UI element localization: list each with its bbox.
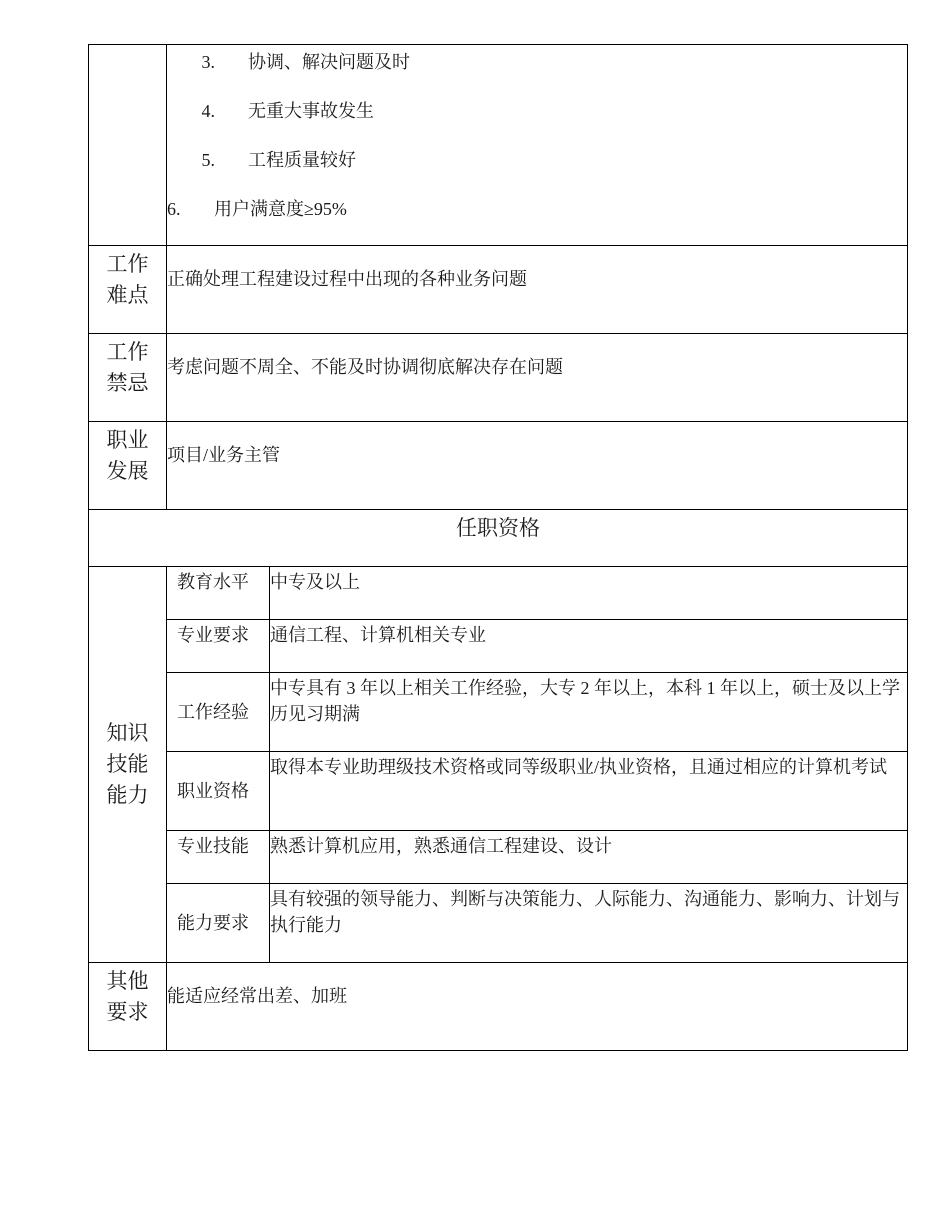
difficulty-label: 工作 难点: [89, 246, 167, 334]
taboo-label: 工作 禁忌: [89, 334, 167, 422]
section-title: 任职资格: [89, 510, 908, 567]
list-item: 5. 工程质量较好: [201, 150, 356, 170]
job-description-table: [88, 44, 908, 1051]
duties-row: [89, 45, 908, 246]
other-text: 能适应经常出差、加班: [167, 963, 908, 1051]
duties-label-cell: [89, 45, 167, 246]
table-row: [89, 831, 908, 884]
job-description-page: [88, 44, 907, 1051]
major-value: 通信工程、计算机相关专业: [270, 620, 908, 673]
experience-label: 工作经验: [167, 673, 270, 752]
certification-label: 职业资格: [167, 752, 270, 831]
difficulty-text: 正确处理工程建设过程中出现的各种业务问题: [167, 246, 908, 334]
ability-value: 具有较强的领导能力、判断与决策能力、人际能力、沟通能力、影响力、计划与执行能力: [270, 884, 908, 963]
duties-list: [167, 45, 908, 246]
qualifications-header-row: [89, 510, 908, 567]
ability-label: 能力要求: [167, 884, 270, 963]
table-row: [89, 673, 908, 752]
list-item: 3. 协调、解决问题及时: [201, 52, 410, 72]
list-item: 4. 无重大事故发生: [201, 101, 374, 121]
table-row: [89, 752, 908, 831]
table-row: [89, 620, 908, 673]
table-row: [89, 567, 908, 620]
knowledge-skills-label: 知识 技能 能力: [89, 567, 167, 963]
certification-value: 取得本专业助理级技术资格或同等级职业/执业资格，且通过相应的计算机考试: [270, 752, 908, 831]
table-row: [89, 884, 908, 963]
skills-value: 熟悉计算机应用，熟悉通信工程建设、设计: [270, 831, 908, 884]
list-item: 6. 用户满意度≥95%: [167, 199, 347, 219]
career-row: [89, 422, 908, 510]
career-text: 项目/业务主管: [167, 422, 908, 510]
experience-value: 中专具有 3 年以上相关工作经验，大专 2 年以上，本科 1 年以上，硕士及以上学历见习期满: [270, 673, 908, 752]
difficulty-row: [89, 246, 908, 334]
taboo-text: 考虑问题不周全、不能及时协调彻底解决存在问题: [167, 334, 908, 422]
other-label: 其他 要求: [89, 963, 167, 1051]
other-row: [89, 963, 908, 1051]
education-label: 教育水平: [167, 567, 270, 620]
career-label: 职业 发展: [89, 422, 167, 510]
skills-label: 专业技能: [167, 831, 270, 884]
taboo-row: [89, 334, 908, 422]
major-label: 专业要求: [167, 620, 270, 673]
education-value: 中专及以上: [270, 567, 908, 620]
